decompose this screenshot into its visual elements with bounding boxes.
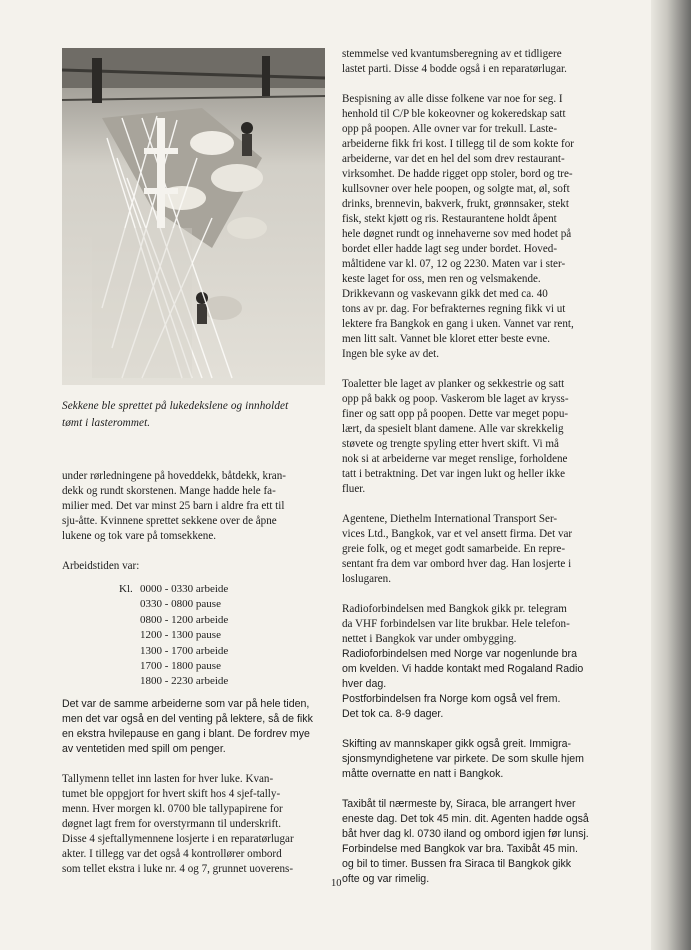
text-line: måtte overnatte en natt i Bangkok. — [342, 768, 504, 780]
paragraph — [62, 772, 332, 877]
text-line: av ventetiden med spill om penger. — [62, 742, 226, 755]
text-line: sjonsmyndighetene var pirkete. De som skulle hjem — [342, 753, 585, 765]
text-line: Postforbindelsen fra Norge kom også vel frem. — [342, 693, 561, 705]
schedule-row — [119, 674, 332, 689]
text-line: ofte og var rimelig. — [342, 873, 430, 885]
text-line: henhold til C/P ble kokeovner og kokeredskap satt — [342, 108, 566, 120]
page-edge-shadow — [651, 0, 691, 950]
text-line: døgnet lagt frem for overstyrmann til underskrift. — [62, 817, 282, 830]
photo-caption — [62, 398, 332, 432]
schedule-entry: 0330 - 0800 pause — [140, 598, 221, 611]
text-line: Det tok ca. 8-9 dager. — [342, 708, 444, 720]
text-line: akter. I tillegg var det også 4 kontrollører ombord — [62, 847, 282, 860]
caption-line: tømt i lasterommet. — [62, 417, 151, 429]
text-line: greie folk, og et meget godt samarbeide. En repre- — [342, 543, 566, 555]
text-line: Drikkevann og vaskevann gikk det med ca. 40 — [342, 288, 548, 300]
text-line: Radioforbindelsen med Bangkok gikk pr. telegram — [342, 603, 567, 615]
text-line: vices Ltd., Bangkok, var et vel ansett firma. Det var — [342, 528, 573, 540]
text-line: fisk, stekt kjøtt og ris. Restaurantene holdt åpent — [342, 213, 557, 225]
text-line: nettet i Bangkok var under ombygging. — [342, 633, 517, 645]
paragraph — [342, 287, 614, 362]
schedule-row — [119, 613, 332, 628]
text-line: loslugaren. — [342, 573, 391, 585]
text-line: men det var også en del venting på lektere, så de fikk — [62, 712, 313, 725]
schedule-entry: 0800 - 1200 arbeide — [140, 613, 229, 626]
text-line: opp på bakk og poop. Vaskerom ble laget av kryss- — [342, 393, 569, 405]
schedule-row — [119, 582, 332, 597]
paragraph — [342, 647, 614, 692]
text-line: lukene og tok vare på tomsekkene. — [62, 530, 217, 542]
text-line: eneste dag. Det tok 45 min. dit. Agenten hadde også — [342, 813, 589, 825]
text-line: måltidene var kl. 07, 12 og 2230. Maten var i ster- — [342, 258, 566, 270]
paragraph — [62, 469, 332, 544]
text-line: Bespisning av alle disse folkene var noe for seg. I — [342, 93, 563, 105]
text-line: Ingen ble syke av det. — [342, 348, 440, 360]
text-line: og bil to timer. Bussen fra Siraca til Bangkok gikk — [342, 858, 572, 870]
text-line: arbeiderne, var det en hel del som drev restaurant- — [342, 153, 565, 165]
text-line: støvete og trengte spyling etter hvert skift. Vi må — [342, 438, 559, 450]
left-column — [62, 469, 332, 877]
schedule-row — [119, 597, 332, 612]
text-line: opp på poopen. Alle ovner var for trekull. Laste- — [342, 123, 558, 135]
text-line: lastet parti. Disse 4 bodde også i en reparatørlugar. — [342, 63, 567, 75]
text-line: virksomhet. De hadde rigget opp stoler, bord og tre- — [342, 168, 573, 180]
text-line: Disse 4 sjeftallymennene losjerte i en reparatørlugar — [62, 832, 294, 845]
text-line: under rørledningene på hoveddekk, båtdekk, kran- — [62, 470, 286, 482]
schedule-entry: 1300 - 1700 arbeide — [140, 644, 229, 657]
text-line: Forbindelse med Bangkok var bra. Taxibåt 45 min. — [342, 843, 578, 855]
caption-line: Sekkene ble sprettet på lukedekslene og innholdet — [62, 400, 289, 412]
text-line: da VHF forbindelsen var lite brukbar. Hele telefon- — [342, 618, 570, 630]
paragraph — [342, 47, 614, 77]
text-line: Det var de samme arbeiderne som var på hele tiden, — [62, 697, 310, 710]
text-line: fluer. — [342, 483, 366, 495]
text-line: sju-åtte. Kvinnene sprettet sekkene over de åpne — [62, 515, 277, 527]
paragraph — [342, 797, 614, 887]
text-line: som tellet ekstra i luke nr. 4 og 7, grunnet uoverens- — [62, 862, 294, 875]
paragraph — [62, 697, 332, 757]
text-line: finer og satt opp på poopen. Dette var meget popu- — [342, 408, 569, 420]
text-line: drinks, brennevin, bakverk, frukt, grønnsaker, stekt — [342, 198, 569, 210]
page-number: 10 — [331, 878, 342, 889]
text-line: men litt salt. Vannet ble kloret etter beste evne. — [342, 333, 551, 345]
text-line: Taxibåt til nærmeste by, Siraca, ble arrangert hver — [342, 798, 576, 810]
schedule-intro: Arbeidstiden var: — [62, 560, 140, 572]
paragraph — [342, 92, 614, 287]
text-line: tons av pr. dag. For befrakternes regning fikk vi ut — [342, 303, 566, 315]
text-line: tatt i betraktning. Det var ingen lukt og heller ikke — [342, 468, 566, 480]
text-line: en ekstra hvilepause en gang i blant. De fordrev mye — [62, 727, 310, 740]
text-line: dekk og rundt skorstenen. Mange hadde hele fa- — [62, 485, 276, 497]
text-line: arbeiderne fikk fri kost. I tillegg til de som kokte for — [342, 138, 574, 150]
text-line: menn. Hver morgen kl. 0700 ble tallypapirene for — [62, 802, 283, 815]
paragraph — [342, 737, 614, 782]
text-line: Toaletter ble laget av planker og sekkestrie og satt — [342, 378, 565, 390]
work-schedule — [119, 582, 332, 690]
text-line: båt hver dag kl. 0730 iland og ombord igjen før lunsj. — [342, 828, 589, 840]
cargo-hold-photo — [62, 48, 325, 385]
text-line: stemmelse ved kvantumsberegning av et tidligere — [342, 48, 562, 60]
text-line: Skifting av mannskaper gikk også greit. Immigra- — [342, 738, 572, 750]
text-line: tumet ble oppgjort for hvert skift hos 4 sjef-tally- — [62, 787, 281, 800]
text-line: lært, da spesielt blant damene. Alle var skrekkelig — [342, 423, 564, 435]
text-line: Agentene, Diethelm International Transport Ser- — [342, 513, 558, 525]
schedule-prefix: Kl. — [119, 583, 133, 595]
schedule-entry: 0000 - 0330 arbeide — [140, 583, 229, 595]
text-line: om kvelden. Vi hadde kontakt med Rogaland Radio — [342, 663, 584, 675]
text-line: Tallymenn tellet inn lasten for hver luke. Kvan- — [62, 772, 274, 785]
schedule-entry: 1200 - 1300 pause — [140, 629, 221, 642]
schedule-row — [119, 628, 332, 643]
text-line: bordet eller hadde lagt seg under bordet. Hoved- — [342, 243, 558, 255]
schedule-entry: 1800 - 2230 arbeide — [140, 675, 229, 688]
schedule-entry: 1700 - 1800 pause — [140, 660, 221, 673]
paragraph — [342, 602, 614, 647]
text-line: nok si at arbeiderne var meget renslige, forholdene — [342, 453, 568, 465]
text-line: hele døgnet rundt og innehaverne sov med hodet på — [342, 228, 572, 240]
photo-icon — [62, 48, 325, 385]
right-column — [342, 47, 614, 887]
text-line: keste laget for oss, men ren og velsmakende. — [342, 273, 541, 285]
text-line: sentant fra dem var ombord hver dag. Han losjerte i — [342, 558, 572, 570]
paragraph — [342, 692, 614, 722]
schedule-row — [119, 644, 332, 659]
text-line: hver dag. — [342, 678, 387, 690]
schedule-row — [119, 659, 332, 674]
paragraph — [342, 512, 614, 587]
text-line: milier med. Det var minst 25 barn i aldre fra ett til — [62, 500, 285, 512]
text-line: lektere fra Bangkok en gang i uken. Vannet var rent, — [342, 318, 574, 330]
text-line: kullsovner over hele poopen, og solgte mat, øl, soft — [342, 183, 570, 195]
paragraph — [342, 377, 614, 497]
text-line: Radioforbindelsen med Norge var nogenlunde bra — [342, 648, 577, 660]
